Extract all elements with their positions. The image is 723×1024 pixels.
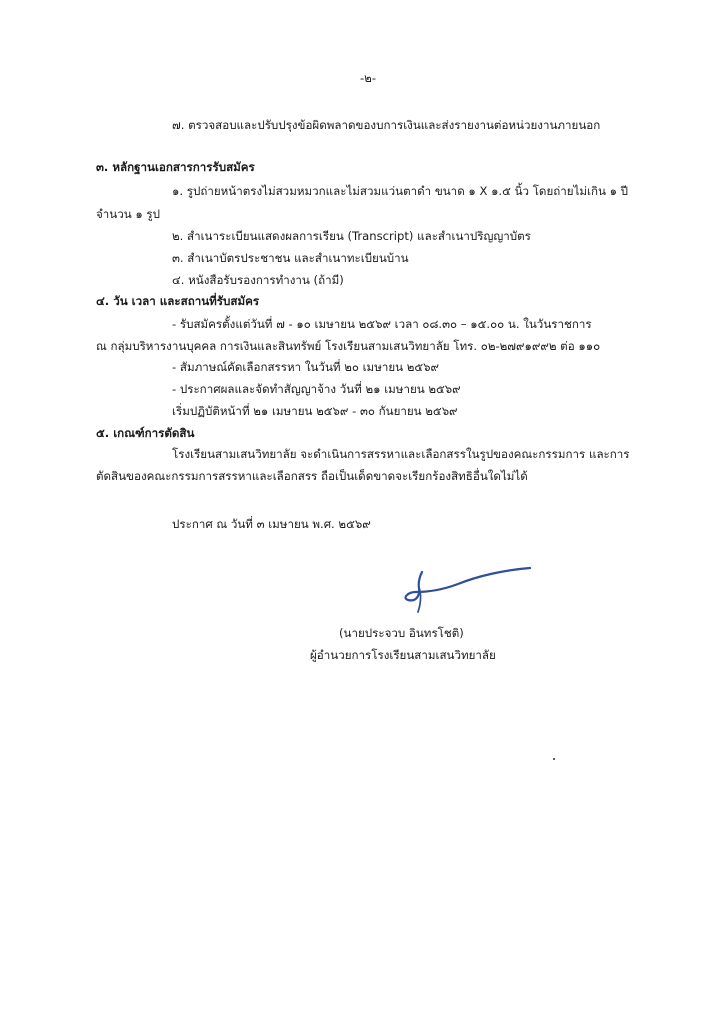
section-4-line-4: - ประกาศผลและจัดทำสัญญาจ้าง วันที่ ๒๑ เมษายน ๒๕๖๙ <box>172 382 461 396</box>
signature <box>392 566 542 616</box>
section-5-heading: ๕. เกณฑ์การตัดสิน <box>96 426 195 440</box>
section-4-line-1: - รับสมัครตั้งแต่วันที่ ๗ - ๑๐ เมษายน ๒๕๖๙ เวลา ๐๘.๓๐ – ๑๕.๐๐ น. ในวันราชการ <box>172 317 592 331</box>
section-3-heading: ๓. หลักฐานเอกสารการรับสมัคร <box>96 160 255 174</box>
section-3-item-1-line-1: ๑. รูปถ่ายหน้าตรงไม่สวมหมวกและไม่สวมแว่นตาดำ ขนาด ๑ X ๑.๕ นิ้ว โดยถ่ายไม่เกิน ๑ ปี <box>172 184 629 198</box>
section-4-line-5: เริ่มปฏิบัติหน้าที่ ๒๑ เมษายน ๒๕๖๙ - ๓๐ กันยายน ๒๕๖๙ <box>172 404 458 418</box>
page-number: -๒- <box>360 71 377 85</box>
section-3-item-4: ๔. หนังสือรับรองการทำงาน (ถ้ามี) <box>172 273 344 287</box>
item-7-text: ๗. ตรวจสอบและปรับปรุงข้อผิดพลาดของบการเงินและส่งรายงานต่อหน่วยงานภายนอก <box>172 118 601 132</box>
signer-title: ผู้อำนวยการโรงเรียนสามเสนวิทยาลัย <box>310 648 496 662</box>
section-3-item-3: ๓. สำเนาบัตรประชาชน และสำเนาทะเบียนบ้าน <box>172 251 409 265</box>
section-4-line-2: ณ กลุ่มบริหารงานบุคคล การเงินและสินทรัพย์ โรงเรียนสามเสนวิทยาลัย โทร. ๐๒-๒๗๙๑๙๙๒ ต่อ ๑๑๐ <box>96 339 601 353</box>
section-5-line-1: โรงเรียนสามเสนวิทยาลัย จะดำเนินการสรรหาและเลือกสรรในรูปของคณะกรรมการ และการ <box>172 447 630 461</box>
section-4-line-3: - สัมภาษณ์คัดเลือกสรรหา ในวันที่ ๒๐ เมษายน ๒๕๖๙ <box>172 360 440 374</box>
section-4-heading: ๔. วัน เวลา และสถานที่รับสมัคร <box>96 294 260 308</box>
section-3-item-1-line-2: จำนวน ๑ รูป <box>96 207 160 221</box>
announcement-date: ประกาศ ณ วันที่ ๓ เมษายน พ.ศ. ๒๕๖๙ <box>172 517 371 531</box>
page-mark <box>553 758 555 760</box>
signer-name: (นายประจวบ อินทรโชติ) <box>339 626 464 640</box>
section-3-item-2: ๒. สำเนาระเบียนแสดงผลการเรียน (Transcript) และสำเนาปริญญาบัตร <box>172 229 531 243</box>
section-5-line-2: ตัดสินของคณะกรรมการสรรหาและเลือกสรร ถือเป็นเด็ดขาดจะเรียกร้องสิทธิอื่นใดไม่ได้ <box>96 469 528 483</box>
